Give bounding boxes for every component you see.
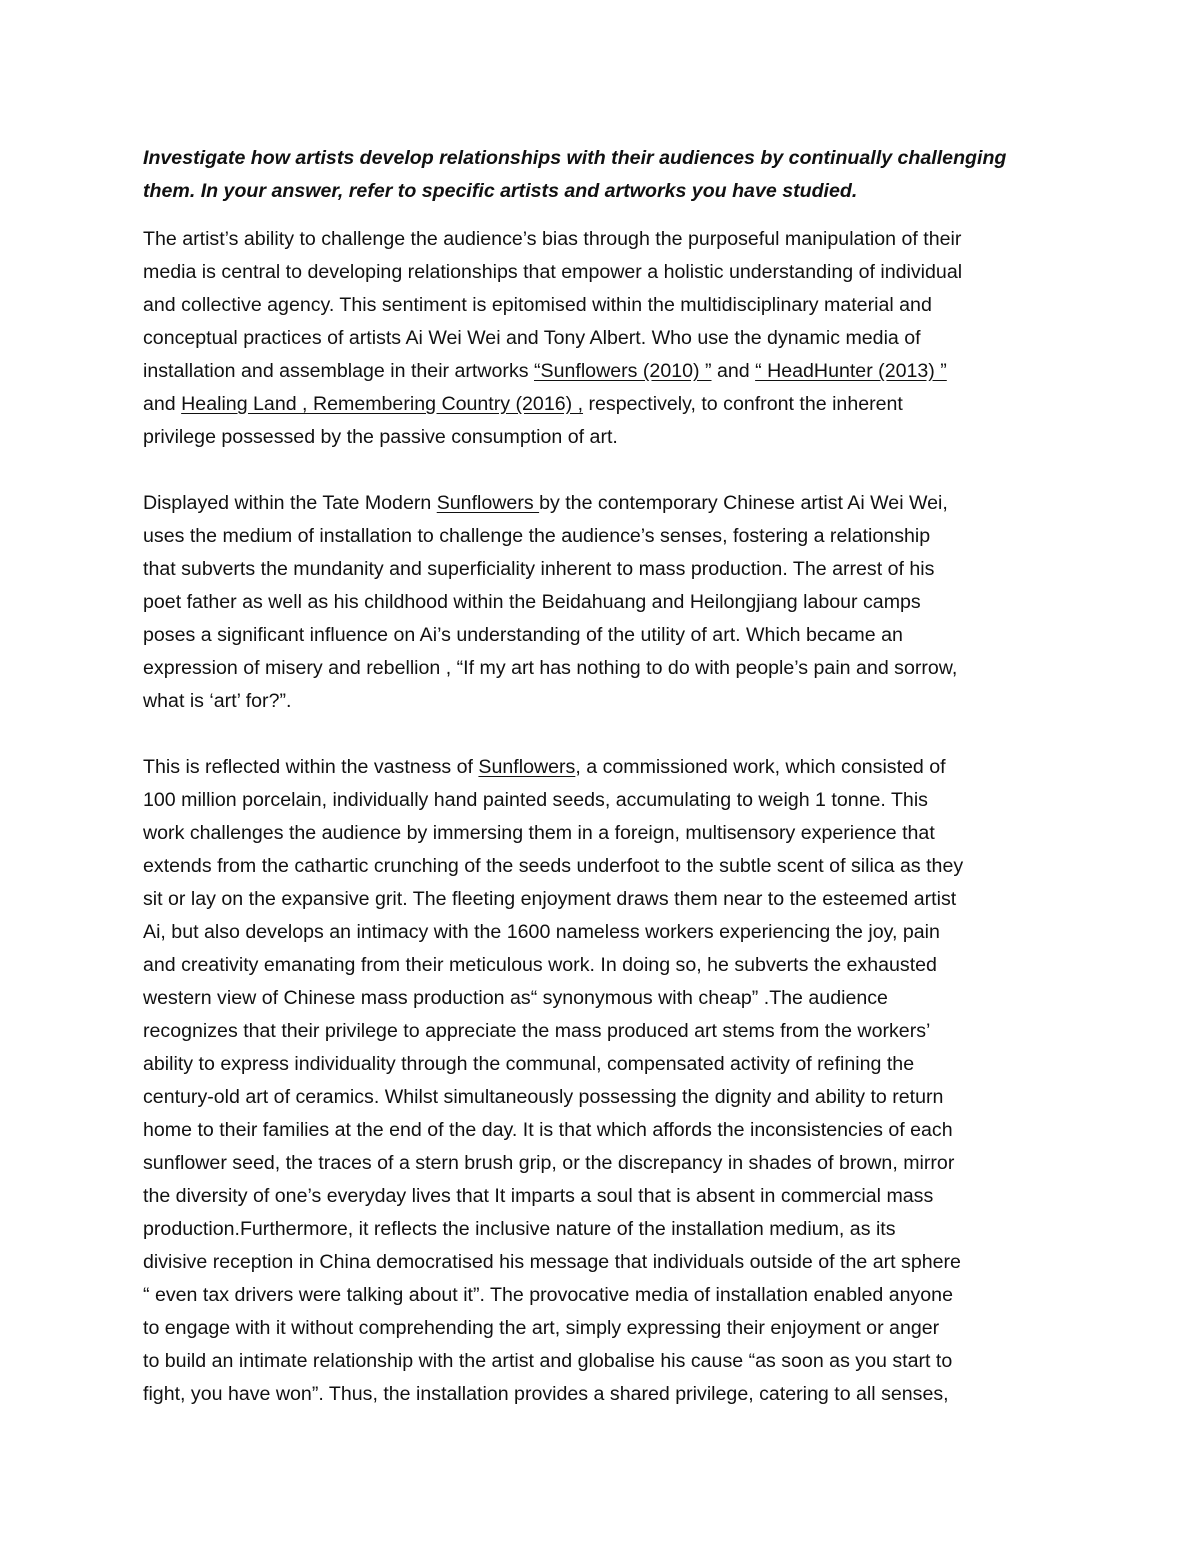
text-run: Displayed within the Tate Modern (143, 492, 437, 514)
text-line: century-old art of ceramics. Whilst simultaneously possessing the dignity and ability to return (143, 1086, 944, 1108)
text-line: poses a significant influence on Ai’s understanding of the utility of art. Which became an (143, 624, 903, 646)
text-line: poet father as well as his childhood within the Beidahuang and Heilongjiang labour camps (143, 591, 921, 613)
text-line: divisive reception in China democratised his message that individuals outside of the art sphere (143, 1251, 961, 1273)
text-line: ability to express individuality through the communal, compensated activity of refining the (143, 1053, 915, 1075)
text-run: , a commissioned work, which consisted of (575, 756, 946, 778)
text-line: recognizes that their privilege to appreciate the mass produced art stems from the workers’ (143, 1020, 931, 1042)
text-line (143, 487, 1063, 520)
text-line: the diversity of one’s everyday lives that It imparts a soul that is absent in commercial mass (143, 1185, 934, 1207)
text-line: work challenges the audience by immersing them in a foreign, multisensory experience that (143, 822, 935, 844)
text-line: conceptual practices of artists Ai Wei Wei and Tony Albert. Who use the dynamic media of (143, 327, 921, 349)
text-line: uses the medium of installation to challenge the audience’s senses, fostering a relationship (143, 525, 931, 547)
artwork-title-sunflowers: Sunflowers (436, 492, 540, 514)
text-line (143, 388, 1063, 421)
text-line: and collective agency. This sentiment is epitomised within the multidisciplinary material and (143, 294, 932, 316)
text-line: media is central to developing relationships that empower a holistic understanding of individual (143, 261, 963, 283)
artwork-title-headhunter: “ HeadHunter (2013) ” (755, 360, 947, 382)
text-line: expression of misery and rebellion , “If my art has nothing to do with people’s pain and sorrow, (143, 657, 958, 679)
text-line: fight, you have won”. Thus, the installation provides a shared privilege, catering to all senses, (143, 1383, 949, 1405)
text-line: home to their families at the end of the day. It is that which affords the inconsistencies of each (143, 1119, 953, 1141)
artwork-title-sunflowers: “Sunflowers (2010) ” (534, 360, 712, 382)
document-body (143, 142, 1063, 1411)
text-line (143, 751, 1063, 784)
text-run: This is reflected within the vastness of (143, 756, 479, 778)
text-line (143, 355, 1063, 388)
text-run: and (711, 360, 756, 382)
text-line: and creativity emanating from their meticulous work. In doing so, he subverts the exhausted (143, 954, 937, 976)
essay-question (143, 142, 1063, 208)
text-run: by the contemporary Chinese artist Ai Wei Wei, (539, 492, 948, 514)
text-line: sunflower seed, the traces of a stern brush grip, or the discrepancy in shades of brown, mirror (143, 1152, 955, 1174)
text-line: that subverts the mundanity and superficiality inherent to mass production. The arrest of his (143, 558, 935, 580)
text-run: respectively, to confront the inherent (583, 393, 903, 415)
question-line: them. In your answer, refer to specific artists and artworks you have studied. (143, 180, 858, 202)
text-line: privilege possessed by the passive consumption of art. (143, 426, 618, 448)
text-line: 100 million porcelain, individually hand painted seeds, accumulating to weigh 1 tonne. This (143, 789, 928, 811)
paragraph-gap (143, 718, 1063, 751)
text-line: production.Furthermore, it reflects the inclusive nature of the installation medium, as its (143, 1218, 896, 1240)
text-line: to engage with it without comprehending the art, simply expressing their enjoyment or anger (143, 1317, 940, 1339)
paragraph-sunflowers-analysis (143, 751, 1063, 1411)
text-run: installation and assemblage in their artworks (143, 360, 534, 382)
text-run: and (143, 393, 182, 415)
text-line: Ai, but also develops an intimacy with the 1600 nameless workers experiencing the joy, pain (143, 921, 940, 943)
text-line: western view of Chinese mass production as“ synonymous with cheap” .The audience (143, 987, 888, 1009)
text-line: sit or lay on the expansive grit. The fleeting enjoyment draws them near to the esteemed artist (143, 888, 957, 910)
text-line: what is ‘art’ for?”. (143, 690, 292, 712)
paragraph-gap (143, 454, 1063, 487)
paragraph-introduction (143, 223, 1063, 454)
text-line: to build an intimate relationship with the artist and globalise his cause “as soon as you start to (143, 1350, 953, 1372)
artwork-title-sunflowers: Sunflowers (478, 756, 576, 778)
artwork-title-healing-land: Healing Land , Remembering Country (2016) , (181, 393, 584, 415)
text-line: extends from the cathartic crunching of the seeds underfoot to the subtle scent of silica as they (143, 855, 964, 877)
paragraph-sunflowers-context (143, 487, 1063, 718)
text-line: “ even tax drivers were talking about it”. The provocative media of installation enabled anyone (143, 1284, 953, 1306)
text-line: The artist’s ability to challenge the audience’s bias through the purposeful manipulation of their (143, 228, 962, 250)
question-line: Investigate how artists develop relationships with their audiences by continually challenging (143, 147, 1007, 169)
